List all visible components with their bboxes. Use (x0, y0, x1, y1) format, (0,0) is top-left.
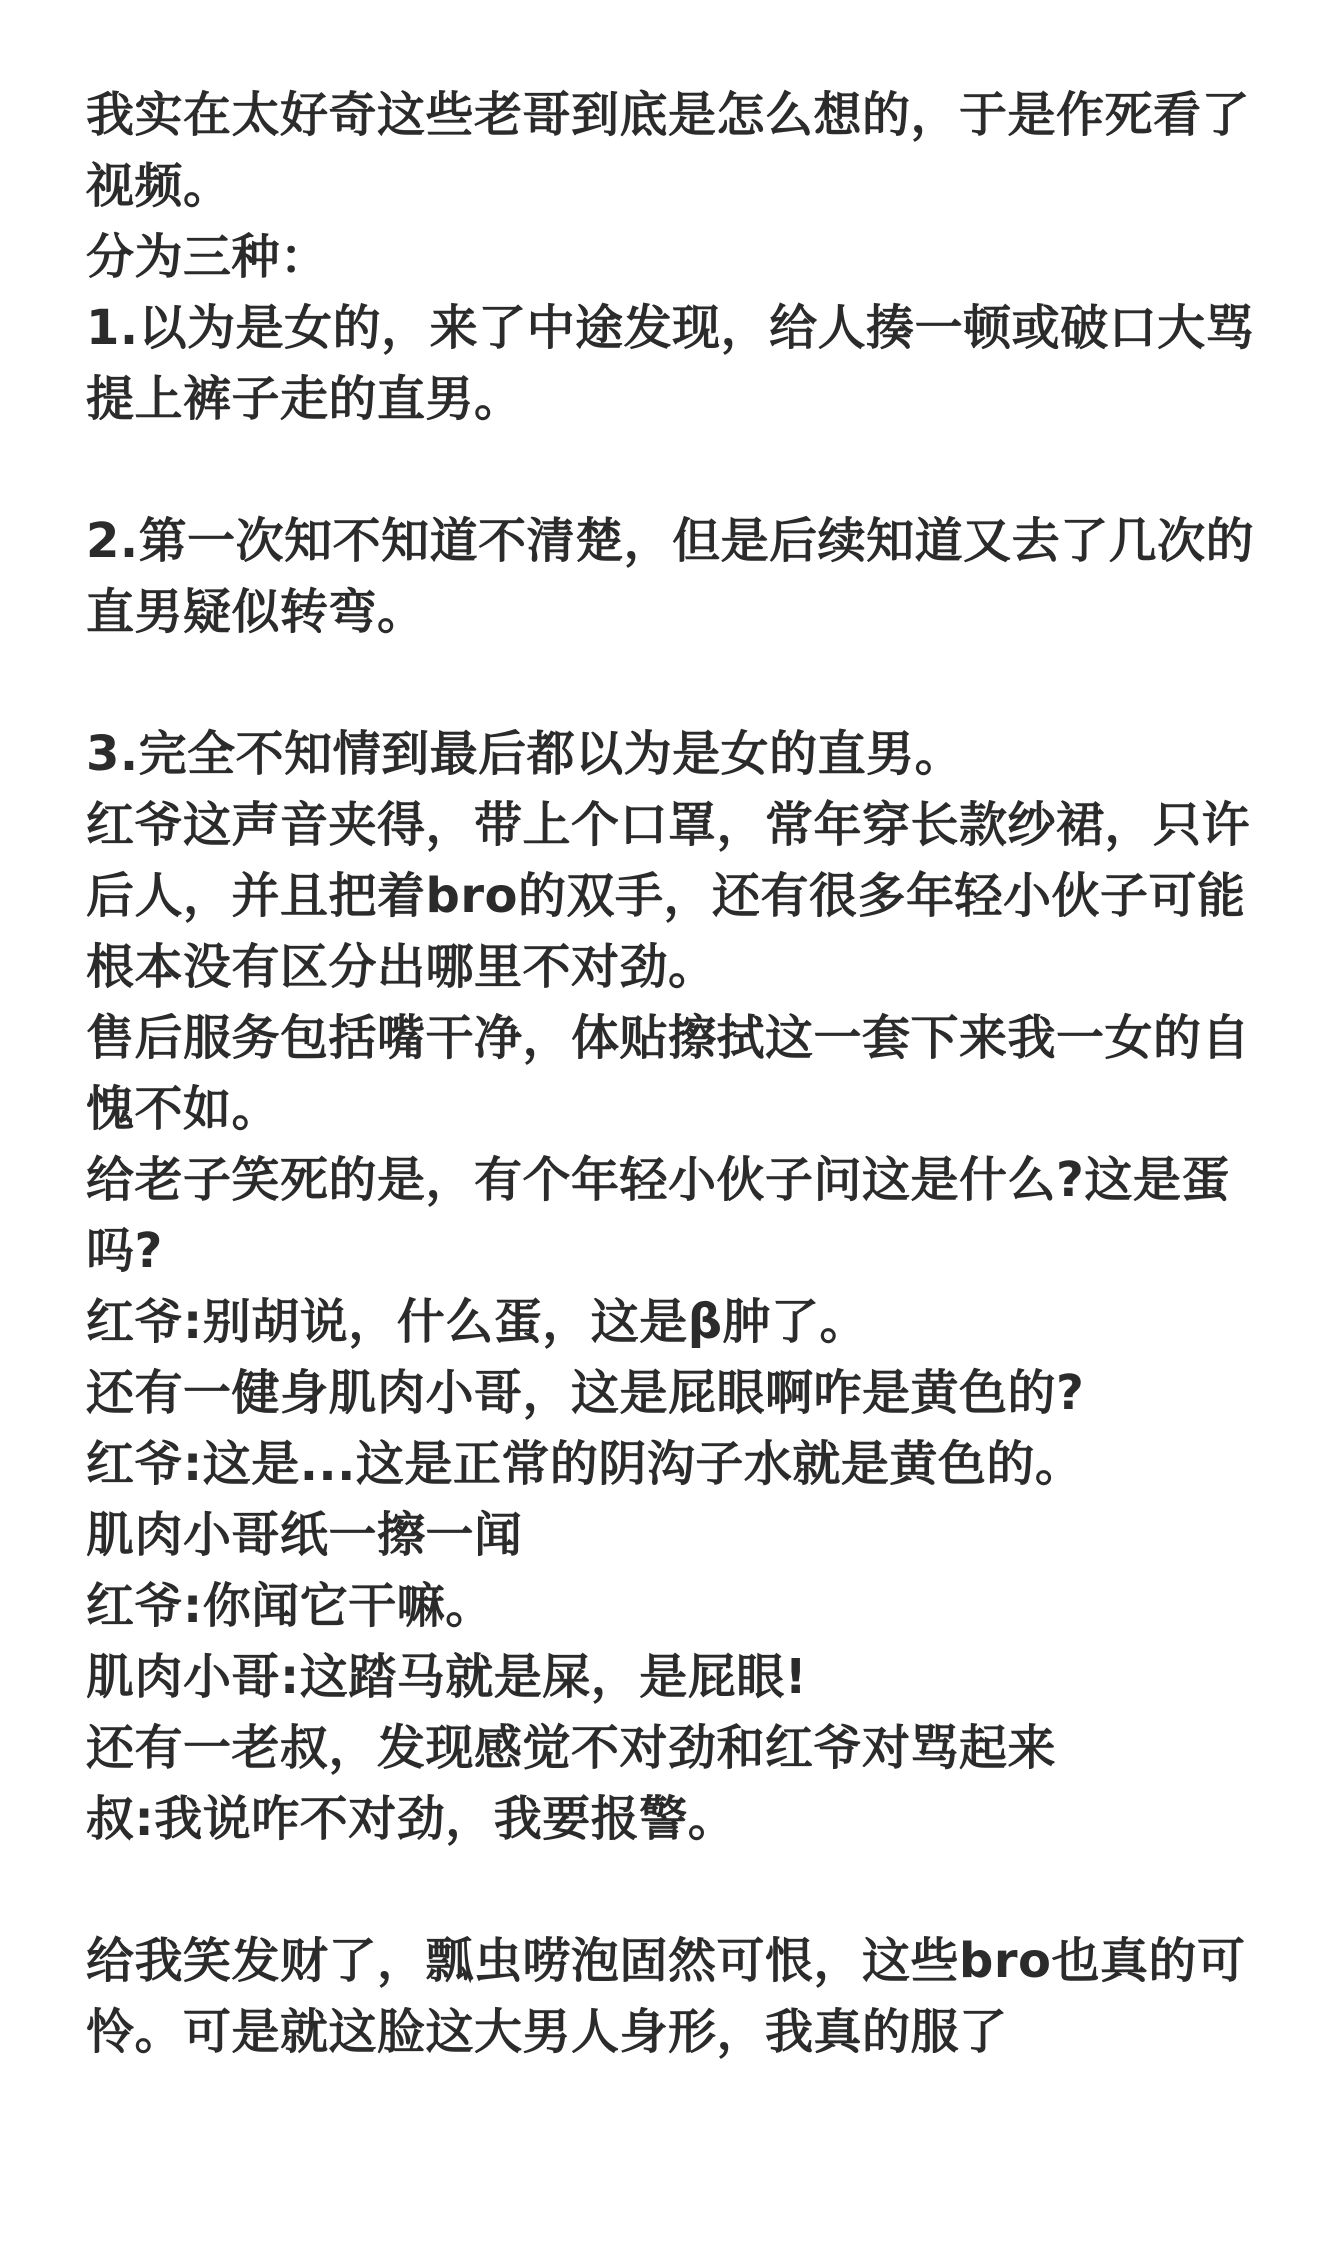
paragraph-anecdote-3: 还有一老叔，发现感觉不对劲和红爷对骂起来 (86, 1720, 1057, 1776)
paragraph-service: 售后服务包括嘴干净，体贴擦拭这一套下来我一女的自愧不如。 (86, 1010, 1251, 1137)
paragraph-dialogue-5: 叔:我说咋不对劲，我要报警。 (86, 1791, 737, 1847)
paragraph-dialogue-2: 红爷:这是...这是正常的阴沟子水就是黄色的。 (86, 1436, 1084, 1492)
paragraph-dialogue-4: 肌肉小哥:这踏马就是屎，是屁眼! (86, 1649, 808, 1705)
blank-line (86, 648, 1266, 719)
paragraph-dialogue-3: 红爷:你闻它干嘛。 (86, 1578, 494, 1634)
paragraph-description: 红爷这声音夹得，带上个口罩，常年穿长款纱裙，只许后人，并且把着bro的双手，还有很多年轻小伙子可能根本没有区分出哪里不对劲。 (86, 797, 1251, 995)
paragraph-category-2: 2.第一次知不知道不清楚，但是后续知道又去了几次的直男疑似转弯。 (86, 513, 1255, 640)
paragraph-category-1: 1.以为是女的，来了中途发现，给人揍一顿或破口大骂提上裤子走的直男。 (86, 300, 1255, 427)
paragraph-anecdote-2: 还有一健身肌肉小哥，这是屁眼啊咋是黄色的? (86, 1365, 1085, 1421)
paragraph-intro: 我实在太好奇这些老哥到底是怎么想的，于是作死看了视频。 (86, 87, 1251, 214)
paragraph-action: 肌肉小哥纸一擦一闻 (86, 1507, 523, 1563)
paragraph-dialogue-1: 红爷:别胡说，什么蛋，这是β肿了。 (86, 1294, 869, 1350)
blank-line (86, 435, 1266, 506)
paragraph-anecdote-1: 给老子笑死的是，有个年轻小伙子问这是什么?这是蛋吗? (86, 1152, 1230, 1279)
paragraph-conclusion: 给我笑发财了，瓢虫唠泡固然可恨，这些bro也真的可怜。可是就这脸这大男人身形，我真的服了 (86, 1933, 1246, 2060)
post-body (86, 80, 1266, 2068)
paragraph-categories-heading: 分为三种： (86, 229, 329, 285)
blank-line (86, 1855, 1266, 1926)
paragraph-category-3: 3.完全不知情到最后都以为是女的直男。 (86, 726, 964, 782)
